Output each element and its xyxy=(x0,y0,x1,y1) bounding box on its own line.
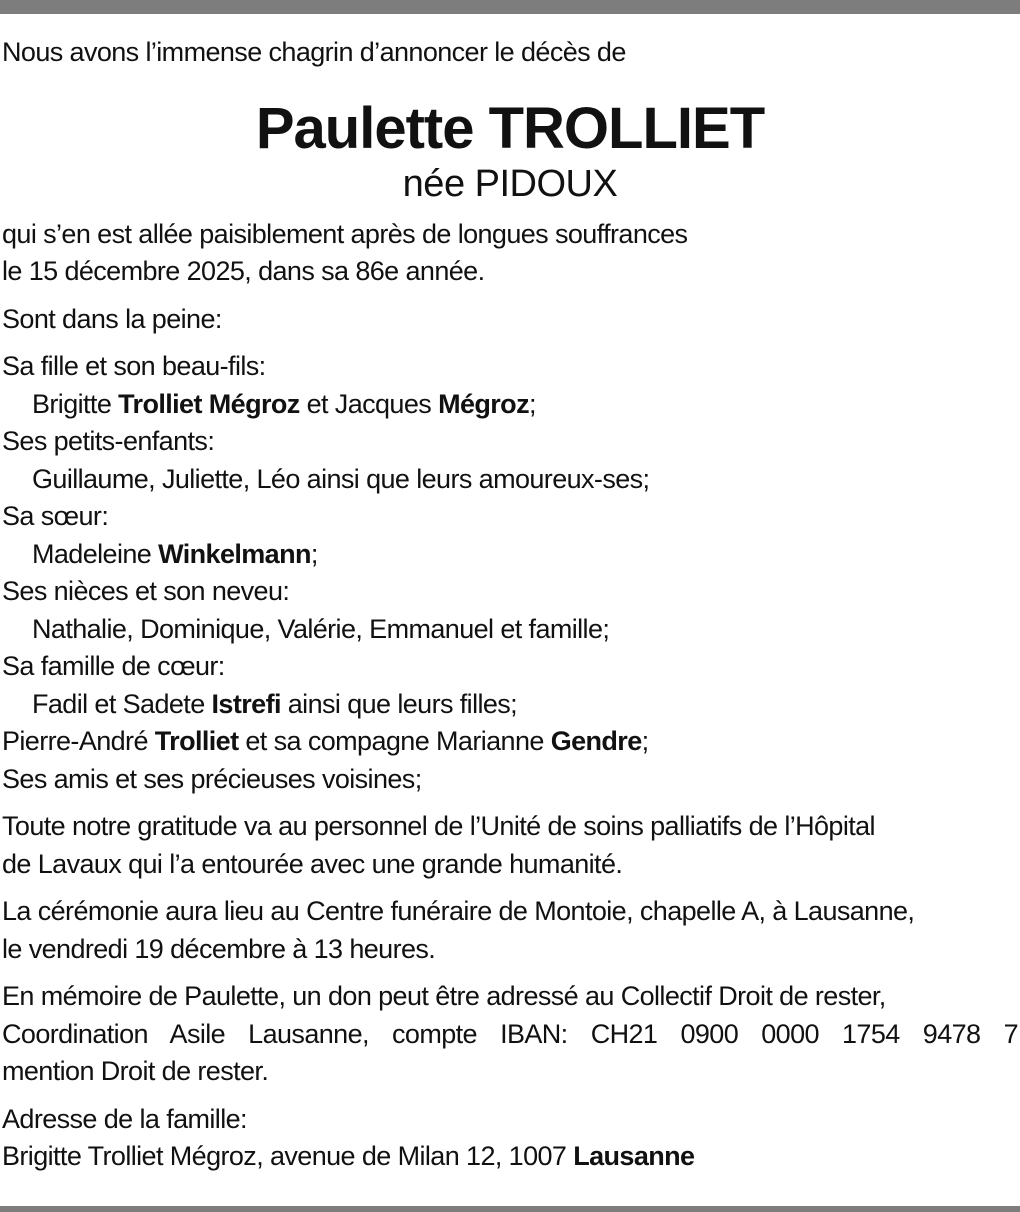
top-rule xyxy=(0,0,1020,14)
heart-family-label: Sa famille de cœur: xyxy=(2,651,225,681)
sister-last-name: Winkelmann xyxy=(158,538,311,569)
address-paragraph xyxy=(2,1101,1018,1176)
daughter-and: et Jacques xyxy=(299,388,439,419)
nieces-label: Ses nièces et son neveu: xyxy=(2,576,290,606)
passing-paragraph xyxy=(2,216,1018,291)
semicolon: ; xyxy=(310,538,318,569)
heart-rest: ainsi que leurs filles; xyxy=(280,688,518,719)
son-in-law-last-name: Mégroz xyxy=(438,388,529,419)
pa-partner-last-name: Gendre xyxy=(550,726,642,756)
address-city: Lausanne xyxy=(573,1141,695,1171)
daughter-last-name: Trolliet Mégroz xyxy=(118,388,300,419)
pierre-andre-line xyxy=(2,723,1018,761)
gratitude-line-1: Toute notre gratitude va au personnel de l’Unité de soins palliatifs de l’Hôpital xyxy=(2,811,875,841)
ceremony-paragraph xyxy=(2,893,1018,968)
grandchildren-names: Guillaume, Juliette, Léo ainsi que leurs amoureux-ses; xyxy=(32,463,650,494)
semicolon: ; xyxy=(528,388,536,419)
pa-last-name: Trolliet xyxy=(154,726,239,756)
sister-label: Sa sœur: xyxy=(2,501,109,531)
grandchildren-label: Ses petits-enfants: xyxy=(2,426,215,456)
ceremony-line-1: La cérémonie aura lieu au Centre funéraire de Montoie, chapelle A, à Lausanne, xyxy=(2,896,915,926)
passing-line-1: qui s’en est allée paisiblement après de longues souffrances xyxy=(2,218,688,249)
intro-text: Nous avons l’immense chagrin d’annoncer le décès de xyxy=(2,37,626,67)
semicolon: ; xyxy=(641,726,649,756)
friends-line: Ses amis et ses précieuses voisines; xyxy=(2,763,422,794)
family-list xyxy=(2,348,1018,798)
gratitude-line-2: de Lavaux qui l’a entourée avec une grande humanité. xyxy=(2,848,623,879)
donation-line-3: mention Droit de rester. xyxy=(2,1056,269,1086)
bottom-rule xyxy=(0,1206,1020,1212)
address-label: Adresse de la famille: xyxy=(2,1103,247,1134)
heart-family-line xyxy=(2,686,1018,724)
sister-first-name: Madeleine xyxy=(32,538,159,569)
passing-line-2: le 15 décembre 2025, dans sa 86e année. xyxy=(2,256,485,286)
donation-line-1: En mémoire de Paulette, un don peut être adressé au Collectif Droit de rester, xyxy=(2,981,886,1011)
pa-mid: et sa compagne Marianne xyxy=(238,726,551,756)
daughter-line xyxy=(2,386,1018,424)
donation-paragraph xyxy=(2,978,1018,1091)
deceased-name: Paulette TROLLIET xyxy=(255,95,765,161)
obituary-notice xyxy=(2,34,1018,1176)
heart-first-names: Fadil et Sadete xyxy=(32,688,212,719)
gratitude-paragraph xyxy=(2,808,1018,883)
address-street: Brigitte Trolliet Mégroz, avenue de Milan 12, 1007 xyxy=(2,1141,574,1171)
daughter-label: Sa fille et son beau-fils: xyxy=(2,351,266,381)
maiden-name: née PIDOUX xyxy=(402,162,618,205)
sister-line xyxy=(2,536,1018,574)
nieces-names: Nathalie, Dominique, Valérie, Emmanuel et famille; xyxy=(32,613,610,644)
address-line xyxy=(2,1138,1018,1176)
heart-last-name: Istrefi xyxy=(211,688,281,719)
mourners-heading: Sont dans la peine: xyxy=(2,303,222,334)
donation-line-2: Coordination Asile Lausanne, compte IBAN: CH21 0900 0000 1754 9478 7 xyxy=(2,1018,1018,1049)
pa-first-name: Pierre-André xyxy=(2,726,155,756)
daughter-first-name: Brigitte xyxy=(32,388,119,419)
ceremony-line-2: le vendredi 19 décembre à 13 heures. xyxy=(2,933,436,964)
